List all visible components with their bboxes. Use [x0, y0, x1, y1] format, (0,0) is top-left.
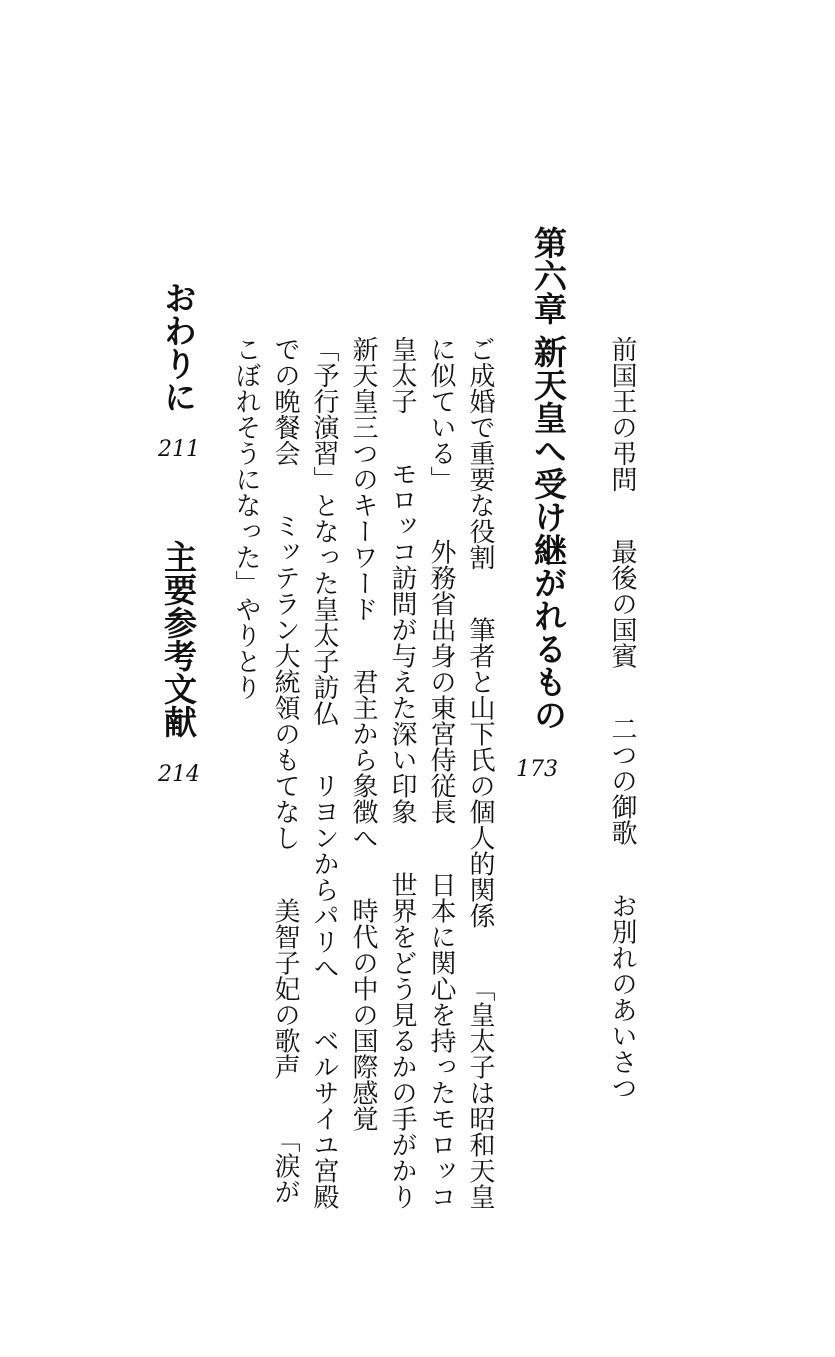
chapter-line-6: での晩餐会ミッテラン大統領のもてなし美智子妃の歌声「涙が: [270, 336, 300, 1205]
chapter-line-4: 新天皇三つのキーワード君主から象徴へ時代の中の国際感覚: [348, 336, 378, 1132]
toc-entry: お別れのあいさつ: [607, 892, 637, 1101]
chapter-line-2: に似ている」外務省出身の東宮侍従長日本に関心を持ったモロッコ: [426, 336, 456, 1210]
chapter-page-number: 173: [516, 757, 558, 782]
chapter-title: 新天皇へ受け継がれるもの: [529, 335, 568, 731]
toc-entry: 二つの御歌: [607, 715, 637, 846]
chapter-line-3: 皇太子モロッコ訪問が与えた深い印象世界をどう見るかの手がかり: [387, 336, 417, 1210]
chapter-line-1: ご成婚で重要な役割筆者と山下氏の個人的関係「皇太子は昭和天皇: [465, 336, 495, 1210]
chapter-line-5: 「予行演習」となった皇太子訪仏リヨンからパリへベルサイユ宮殿: [309, 336, 339, 1210]
prev-section-line: [601, 336, 635, 1100]
toc-entry: 最後の国賓: [607, 538, 637, 669]
chapter-number: 第六章: [529, 226, 568, 325]
toc-entry: 前国王の弔問: [607, 336, 637, 492]
closing-page-number: 211: [158, 437, 200, 462]
chapter-line-7: こぼれそうになった」やりとり: [231, 336, 261, 700]
references-page-number: 214: [158, 762, 200, 787]
references-label: 主要参考文献: [159, 540, 198, 738]
closing-label: おわりに: [159, 281, 198, 413]
